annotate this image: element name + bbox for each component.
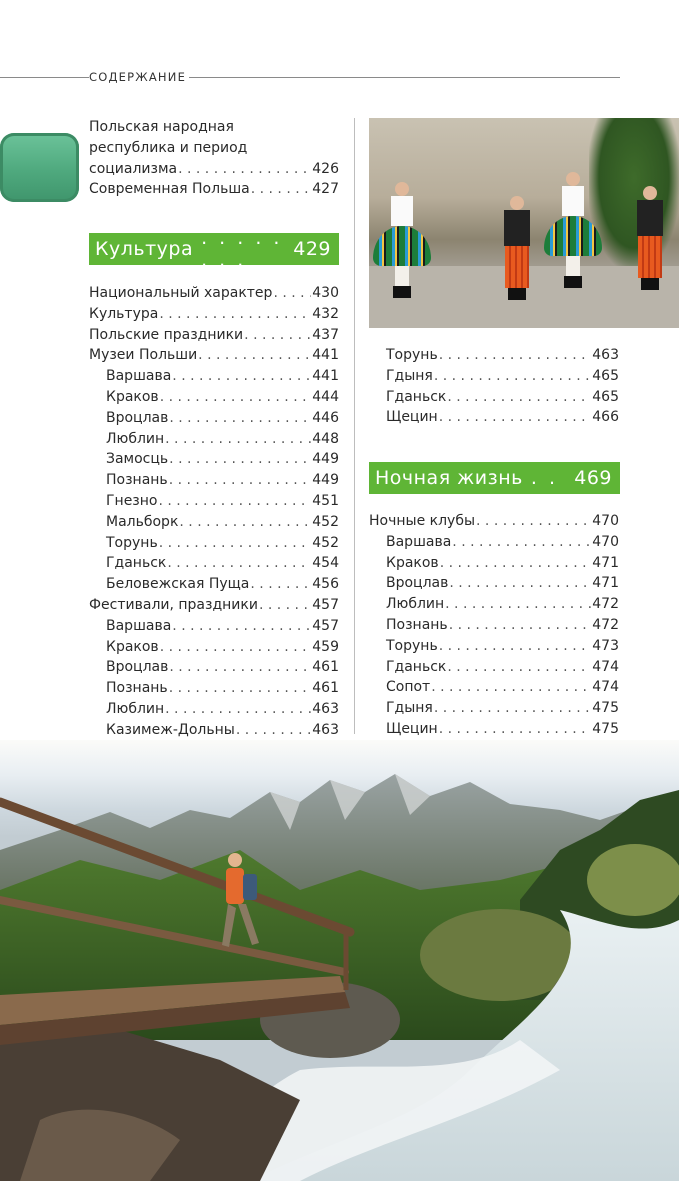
page-number: 449 [312,472,339,489]
header-rule-right [180,77,620,78]
entry-label: Казимеж-Дольны [106,721,235,738]
leader-dots [250,574,311,595]
toc-entry[interactable] [89,345,339,366]
page-number: 471 [592,554,619,571]
page-number: 471 [592,575,619,592]
section-banner-culture[interactable] [89,227,339,271]
mountain-stream-photo [0,740,679,1181]
leader-dots [440,553,592,574]
dancer-man [504,196,530,300]
page-number: 470 [592,533,619,550]
leader-dots [439,407,592,428]
leader-dots [179,512,311,533]
page-number: 466 [592,409,619,426]
page-number: 452 [312,513,339,530]
toc-entry[interactable] [369,615,619,636]
leader-dots [434,698,591,719]
toc-entry[interactable] [369,573,619,594]
page-number: 474 [592,658,619,675]
toc-entry[interactable] [369,677,619,698]
toc-entry[interactable] [369,698,619,719]
section-tab-marker [0,133,79,202]
section-banner-nightlife[interactable] [369,445,620,511]
entry-label: Сопот [386,679,431,696]
section-page: 429 [293,238,331,260]
dancer-man [637,186,663,290]
page-number: 461 [312,659,339,676]
entry-label: Музеи Польши [89,347,198,364]
toc-left-list [89,283,339,741]
toc-entry[interactable] [89,491,339,512]
toc-entry[interactable] [369,532,619,553]
page-number: 449 [312,451,339,468]
toc-entry[interactable] [89,657,339,678]
entry-label: Мальборк [106,513,179,530]
page-number: 441 [312,368,339,385]
leader-dots [167,553,311,574]
toc-entry[interactable] [369,657,619,678]
toc-entry[interactable] [89,429,339,450]
leader-dots [172,366,311,387]
toc-entry[interactable] [89,720,339,741]
page-number: 427 [312,181,339,198]
toc-right-top [386,345,619,428]
page-number: 426 [312,160,339,177]
leader-dots [169,470,312,491]
page-number: 475 [592,700,619,717]
entry-label: Торунь [386,637,438,654]
leader-dots [439,636,592,657]
leader-dots [160,387,312,408]
toc-left-top [89,117,339,200]
dancer-woman [373,182,431,298]
page-number: 465 [592,367,619,384]
page-number: 457 [312,596,339,613]
section-title: Культура [95,238,194,260]
entry-label: Вроцлав [106,659,169,676]
page-number: 474 [592,679,619,696]
entry-label: Познань [106,472,168,489]
toc-entry[interactable]: республика и период [89,139,248,156]
toc-entry[interactable] [89,616,339,637]
entry-label: Люблин [106,700,165,717]
leader-dots [431,677,591,698]
page-number: 472 [592,616,619,633]
leader-dots [449,573,591,594]
leader-dots [169,678,312,699]
entry-label: Варшава [386,533,452,550]
entry-label: Варшава [106,617,172,634]
page-number: 457 [312,617,339,634]
entry-label: Люблин [386,596,445,613]
leader-dots [447,657,591,678]
leader-dots [439,345,592,366]
leader-dots: . . . . . . . . [201,227,283,271]
section-page: 469 [574,467,612,489]
trees [589,118,679,268]
leader-dots [452,532,591,553]
page-number: 430 [312,285,339,301]
leader-dots [169,449,311,470]
leader-dots [165,699,311,720]
page-number: 444 [312,388,339,405]
page-header-title: СОДЕРЖАНИЕ [89,70,189,84]
leader-dots [159,304,311,325]
dancer-woman [544,172,602,288]
toc-entry[interactable] [89,512,339,533]
entry-label: Замосць [106,451,169,468]
toc-entry[interactable] [89,470,339,491]
toc-entry[interactable] [369,719,619,740]
entry-label: Беловежская Пуща [106,576,250,593]
entry-label: Гнезно [106,492,158,509]
toc-entry[interactable] [369,594,619,615]
page-number: 456 [312,576,339,593]
page-number: 437 [312,326,339,343]
page-number: 432 [312,305,339,322]
toc-entry[interactable] [89,595,339,616]
toc-entry[interactable]: Щецин . . . 466 [386,407,619,428]
entry-label: Гданьск [386,658,447,675]
folk-dancers-photo [369,118,679,328]
toc-entry[interactable] [369,553,619,574]
entry-label: Познань [106,680,168,697]
toc-entry[interactable]: Польская народная [89,119,234,135]
page-number: 452 [312,534,339,551]
toc-entry[interactable]: социализма . . . 426 [89,159,339,180]
toc-entry[interactable] [89,408,339,429]
page-number: 463 [592,347,619,363]
toc-entry[interactable] [89,699,339,720]
page-number: 473 [592,637,619,654]
entry-label: Фестивали, праздники [89,596,258,613]
toc-entry[interactable]: Гдыня . . . 465 [386,366,619,387]
mountain-scene [0,740,679,1181]
entry-label: Культура [89,305,159,322]
toc-entry[interactable] [89,325,339,346]
section-title: Ночная жизнь [375,467,523,489]
leader-dots [198,345,311,366]
entry-label: Гданьск [106,555,167,572]
leader-dots: . . . . . [530,445,558,511]
entry-label: Торунь [106,534,158,551]
page-number: 463 [312,721,339,738]
toc-entry[interactable]: Торунь . . . 463 [386,345,619,366]
entry-label: Национальный характер [89,285,273,301]
page-number: 472 [592,596,619,613]
page-number: 463 [312,700,339,717]
toc-entry[interactable] [89,678,339,699]
toc-entry[interactable] [89,304,339,325]
leader-dots [434,366,591,387]
entry-label: Вроцлав [386,575,449,592]
toc-entry[interactable] [89,366,339,387]
toc-entry[interactable] [89,637,339,658]
entry-label: Краков [386,554,439,571]
leader-dots [259,595,311,616]
entry-label: Краков [106,388,159,405]
page-number: 470 [592,513,619,529]
entry-label: Варшава [106,368,172,385]
leader-dots [172,616,311,637]
toc-entry[interactable] [89,553,339,574]
page-number: 454 [312,555,339,572]
page-number: 459 [312,638,339,655]
toc-entry[interactable] [89,533,339,554]
leader-dots [178,159,311,180]
entry-label: Ночные клубы [369,513,476,529]
entry-label: Краков [106,638,159,655]
leader-dots [158,491,311,512]
leader-dots [236,720,311,741]
page-number: 448 [312,430,339,447]
leader-dots [447,387,591,408]
header-rule-left [0,77,92,78]
leader-dots [251,179,312,200]
leader-dots [439,719,592,740]
page-number: 446 [312,409,339,426]
column-divider [354,118,355,734]
entry-label: Щецин [386,720,438,737]
leader-dots [169,408,311,429]
leader-dots [449,615,592,636]
page-number: 461 [312,680,339,697]
entry-label: Люблин [106,430,165,447]
page-number: 441 [312,347,339,364]
leader-dots [273,283,311,304]
toc-entry[interactable] [89,283,339,304]
toc-right-list [369,511,619,740]
entry-label: Польские праздники [89,326,244,343]
entry-label: Познань [386,616,448,633]
toc-entry[interactable] [89,449,339,470]
leader-dots [159,533,312,554]
leader-dots [165,429,311,450]
leader-dots [476,511,591,532]
leader-dots [244,325,311,346]
toc-entry[interactable] [89,387,339,408]
toc-entry[interactable] [89,574,339,595]
page-number: 451 [312,492,339,509]
entry-label: Гдыня [386,700,433,717]
page-number: 465 [592,388,619,405]
page-number: 475 [592,720,619,737]
toc-entry[interactable] [369,511,619,532]
leader-dots [160,637,312,658]
toc-entry[interactable] [369,636,619,657]
toc-entry[interactable]: Современная Польша . . . 427 [89,179,339,200]
toc-entry[interactable]: Гданьск . . . 465 [386,387,619,408]
entry-label: Вроцлав [106,409,169,426]
leader-dots [445,594,591,615]
leader-dots [169,657,311,678]
